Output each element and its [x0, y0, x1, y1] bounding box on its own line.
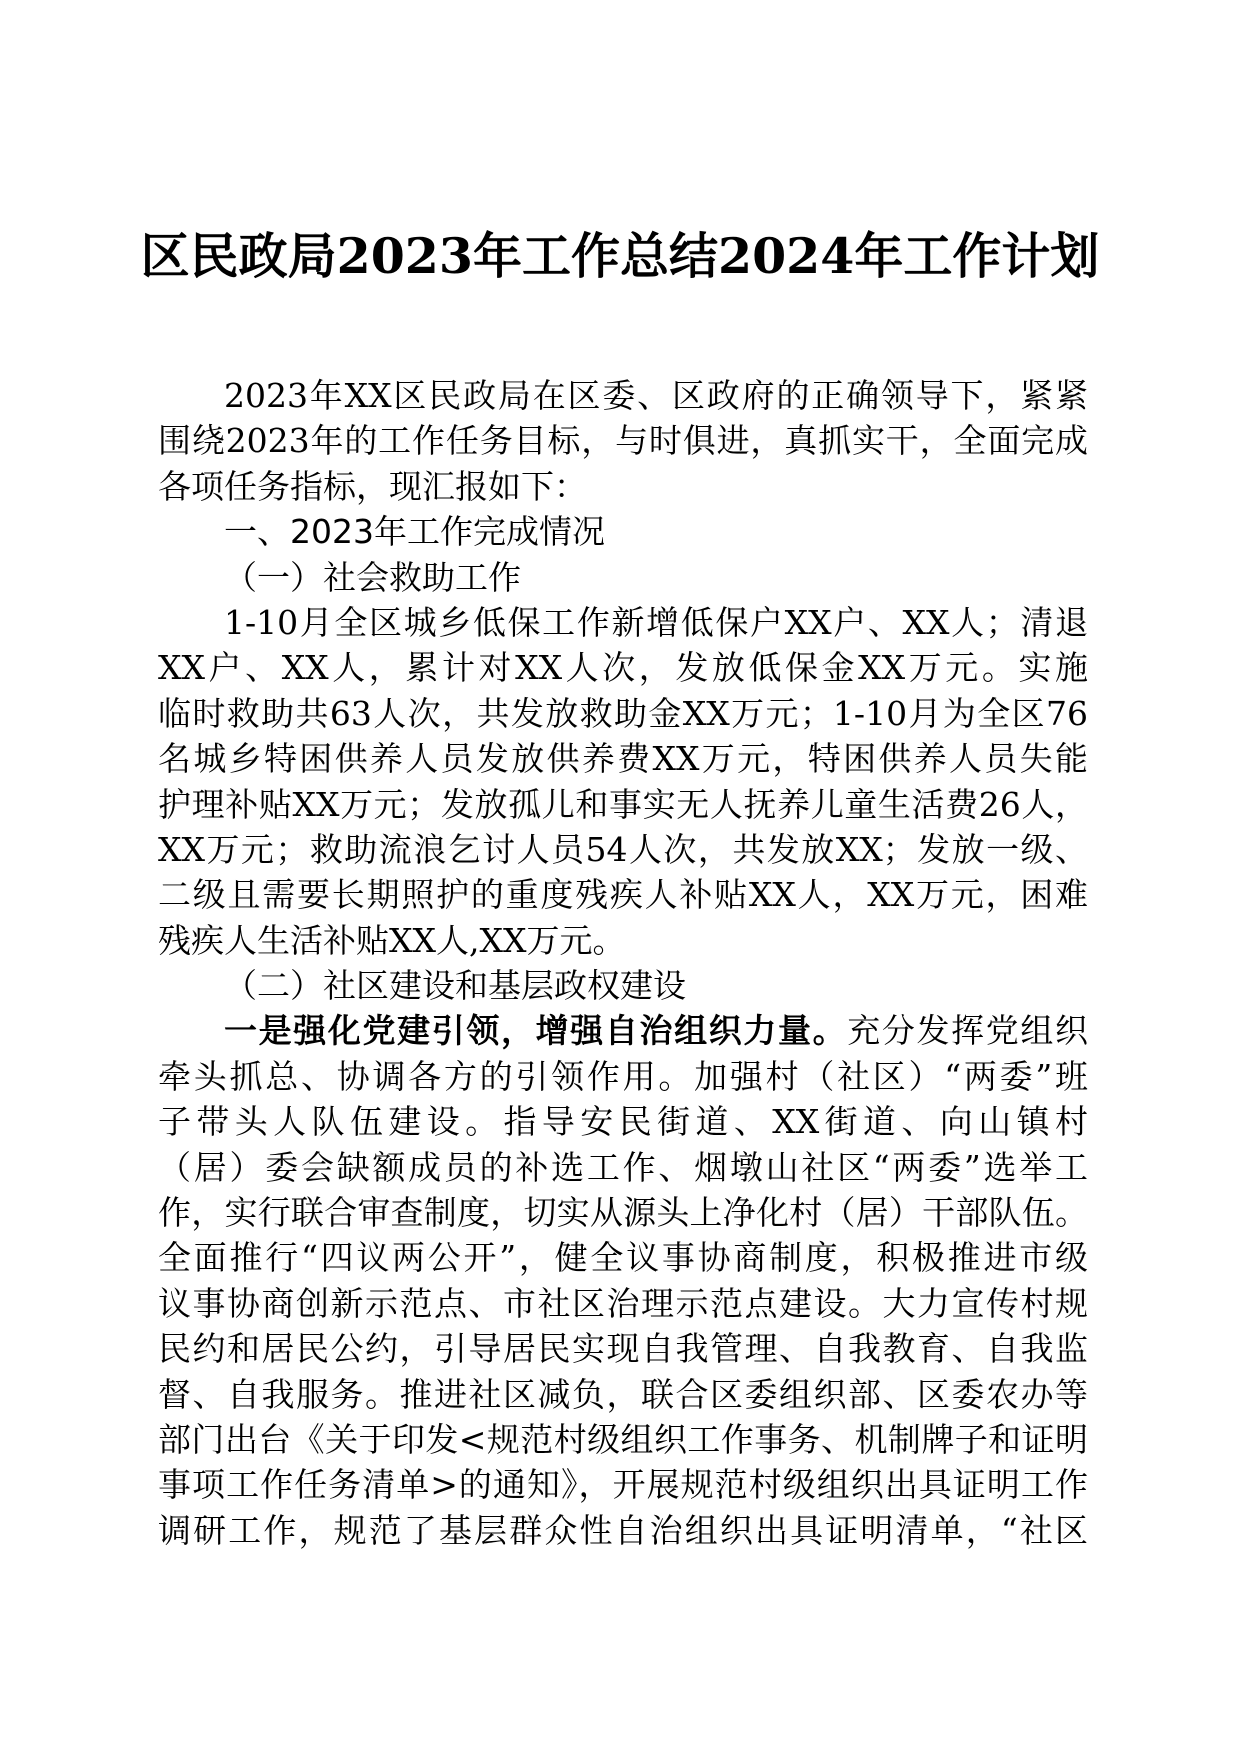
document-title: 区民政局2023年工作总结2024年工作计划 — [140, 227, 1100, 285]
paragraph-line: XX万元；救助流浪乞讨人员54人次，共发放XX；发放一级、 — [158, 829, 1088, 869]
paragraph-line: 2023年XX区民政局在区委、区政府的正确领导下，紧紧 — [224, 376, 1088, 415]
paragraph-line: 督、自我服务。推进社区减负，联合区委组织部、区委农办等 — [158, 1374, 1088, 1414]
paragraph-line: XX户、XX人，累计对XX人次，发放低保金XX万元。实施 — [158, 648, 1088, 688]
subsection-heading: （一）社会救助工作 — [224, 557, 521, 597]
document-body — [158, 373, 1088, 1553]
paragraph-line: （居）委会缺额成员的补选工作、烟墩山社区“两委”选举工 — [158, 1147, 1088, 1187]
paragraph-line: 民约和居民公约，引导居民实现自我管理、自我教育、自我监 — [158, 1329, 1088, 1369]
bold-lead-phrase: 一是强化党建引领，增强自治组织力量。 — [224, 1011, 848, 1051]
paragraph-line: 二级且需要长期照护的重度残疾人补贴XX人，XX万元，困难 — [158, 875, 1088, 915]
paragraph-line: 作，实行联合审查制度，切实从源头上净化村（居）干部队伍。 — [158, 1193, 1088, 1233]
subsection-heading: （二）社区建设和基层政权建设 — [224, 966, 686, 1006]
paragraph-line: 各项任务指标，现汇报如下： — [158, 466, 587, 506]
paragraph-line: 围绕2023年的工作任务目标，与时俱进，真抓实干，全面完成 — [158, 421, 1088, 461]
paragraph-line: 调研工作，规范了基层群众性自治组织出具证明清单，“社区 — [158, 1510, 1088, 1550]
paragraph-line — [158, 1008, 1088, 1053]
paragraph-line: 护理补贴XX万元；发放孤儿和事实无人抚养儿童生活费26人， — [158, 784, 1088, 824]
paragraph-line: 子带头人队伍建设。指导安民街道、XX街道、向山镇村 — [158, 1102, 1088, 1142]
section-heading: 一、2023年工作完成情况 — [224, 512, 605, 552]
paragraph-line: 牵头抓总、协调各方的引领作用。加强村（社区）“两委”班 — [158, 1056, 1088, 1096]
paragraph-text: 充分发挥党组织 — [847, 1011, 1088, 1051]
paragraph-line: 议事协商创新示范点、市社区治理示范点建设。大力宣传村规 — [158, 1283, 1088, 1323]
paragraph-line: 全面推行“四议两公开”，健全议事协商制度，积极推进市级 — [158, 1238, 1088, 1278]
paragraph-line: 残疾人生活补贴XX人,XX万元。 — [158, 920, 626, 960]
paragraph-line: 临时救助共63人次，共发放救助金XX万元；1-10月为全区76 — [158, 693, 1088, 733]
paragraph-line: 事项工作任务清单>的通知》，开展规范村级组织出具证明工作 — [158, 1465, 1088, 1505]
paragraph-line: 部门出台《关于印发<规范村级组织工作事务、机制牌子和证明 — [158, 1419, 1088, 1459]
paragraph-line: 名城乡特困供养人员发放供养费XX万元，特困供养人员失能 — [158, 739, 1088, 779]
paragraph-line: 1-10月全区城乡低保工作新增低保户XX户、XX人；清退 — [224, 602, 1088, 642]
